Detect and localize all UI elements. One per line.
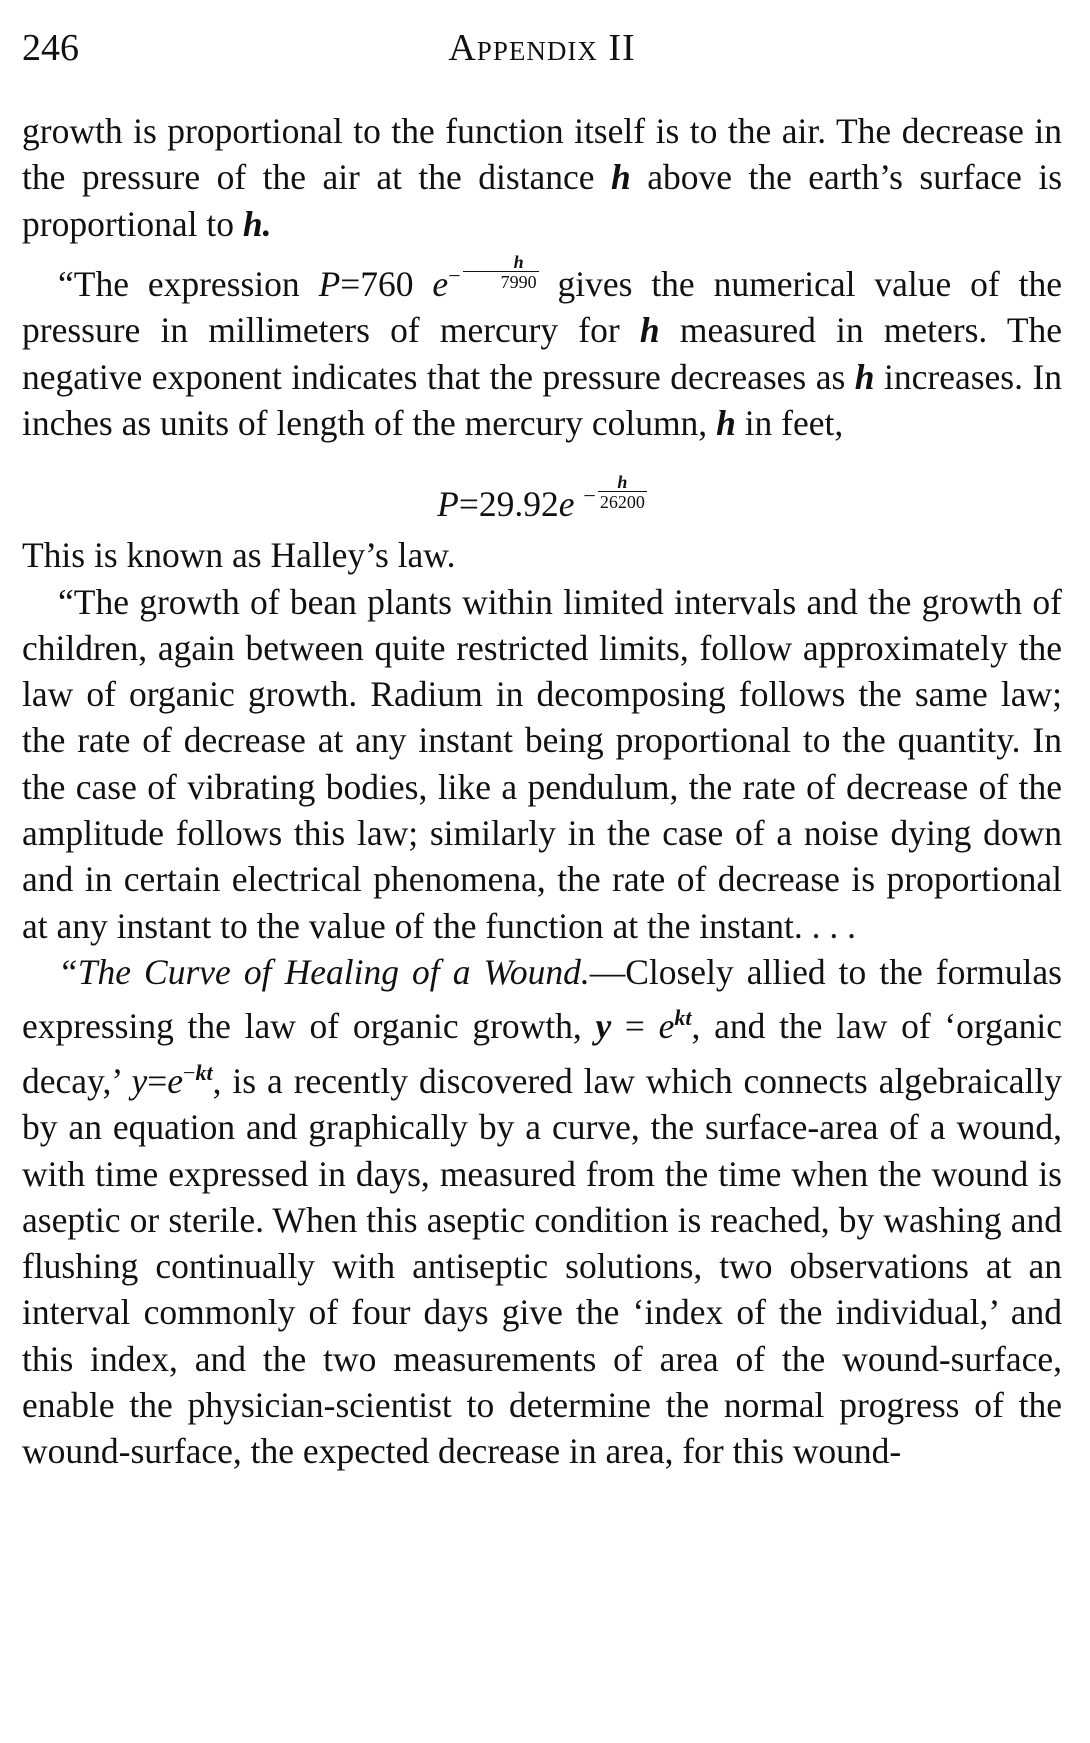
paragraph-organic-growth: “The growth of bean plants within limited intervals and the growth of children, again between quite restricted limits, follow approximately the law of organic growth. Radium in decomposing follows the same law; the rate of decrease at any instant being proportional to the quantity. In the case of vibrating bodies, like a pendulum, the rate of decrease of the amplitude follows this law; similarly in the case of a noise dying down and in certain electrical phenomena, the rate of decrease is proportional at any instant to the value of the function at the instant. . . .: [22, 581, 1062, 946]
paragraph-curve-of-healing: “The Curve of Healing of a Wound.—Closely allied to the formulas expressing the law of organic growth, $y = e^{kt}$, and the law of ‘organic decay,’ $y=e^{-kt}$, is a recently discovered law which connects algebraically by an equation and graphically by a curve, the surface-area of a wound, with time expressed in days, measured from the time when the wound is aseptic or sterile. When this aseptic condition is reached, by washing and flushing continually with antiseptic solutions, two observations at an interval commonly of four days give the ‘index of the individual,’ and this index, and the two measurements of area of the wound-surface, enable the physician-scientist to determine the normal progress of the wound-surface, the expected decrease in area, for this wound-: [22, 951, 1062, 1472]
section-title: “The Curve of Healing of a Wound.: [58, 951, 590, 992]
halley-formula: P=29.92e − $\frac{h}{26200}$: [437, 472, 645, 525]
page-number: 246: [22, 27, 79, 69]
page-header: [22, 18, 1062, 78]
paragraph-pressure-expression: “The expression P=760 e− $\frac{h}{7990}$ gives the numerical value of the pressure in millimeters of mercury for h measured in meters. The negative exponent indicates that the pressure decreases as h increases. In inches as units of length of the mercury column, h in feet,: [22, 251, 1063, 443]
formula-exponent-fraction: $\frac{h}{26200}$: [599, 472, 645, 513]
book-page: [22, 0, 1062, 1743]
exponent-fraction: $\frac{h}{7990}$: [463, 253, 539, 291]
running-head: Appendix II: [448, 27, 636, 69]
paragraph-continuation: growth is proportional to the function itself is to the air. The decrease in the pressure of the air at the distance h above the earth’s surface is proportional to h.: [22, 111, 1063, 244]
paragraph-halley-law: This is known as Halley’s law.: [22, 535, 456, 576]
page-body: [22, 108, 1062, 1475]
